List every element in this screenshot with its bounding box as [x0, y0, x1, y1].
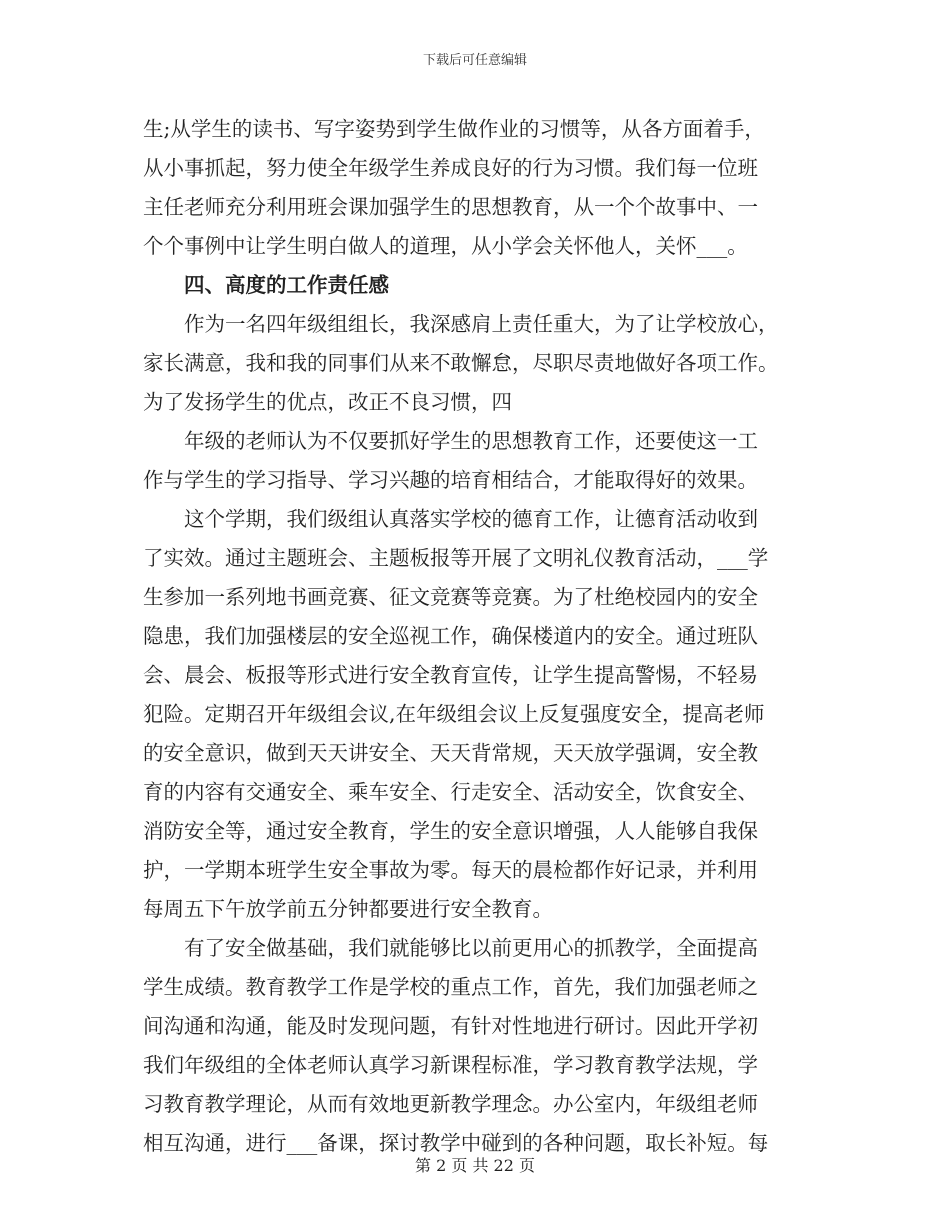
body-line: 犯险。定期召开年级组会议,在年级组会议上反复强度安全，提高老师: [143, 702, 765, 726]
body-line: 我们年级组的全体老师认真学习新课程标准，学习教育教学法规，学: [143, 1053, 758, 1077]
body-line: 作为一名四年级组组长，我深感肩上责任重大，为了让学校放心，: [184, 312, 779, 336]
body-line: 个个事例中让学生明白做人的道理，从小学会关怀他人，关怀___。: [143, 234, 748, 258]
section-heading: 四、高度的工作责任感: [184, 273, 389, 297]
body-line: 相互沟通，进行___备课，探讨教学中碰到的各种问题，取长补短。每: [143, 1131, 769, 1155]
body-line: 这个学期，我们级组认真落实学校的德育工作，让德育活动收到: [184, 507, 758, 531]
body-line: 为了发扬学生的优点，改正不良习惯，四: [143, 390, 512, 414]
body-line: 从小事抓起，努力使全年级学生养成良好的行为习惯。我们每一位班: [143, 156, 758, 180]
body-line: 生参加一系列地书画竞赛、征文竞赛等竞赛。为了杜绝校园内的安全: [143, 585, 758, 609]
body-line: 作与学生的学习指导、学习兴趣的培育相结合，才能取得好的效果。: [143, 468, 758, 492]
body-line: 隐患，我们加强楼层的安全巡视工作，确保楼道内的安全。通过班队: [143, 624, 758, 648]
page-header-note: 下载后可任意编辑: [422, 53, 527, 68]
body-line: 习教育教学理论，从而有效地更新教学理念。办公室内，年级组老师: [143, 1092, 758, 1116]
body-line: 生;从学生的读书、写字姿势到学生做作业的习惯等，从各方面着手，: [143, 117, 765, 141]
body-line: 每周五下午放学前五分钟都要进行安全教育。: [143, 897, 553, 921]
page-number: 第 2 页 共 22 页: [415, 1156, 535, 1175]
body-line: 家长满意，我和我的同事们从来不敢懈怠，尽职尽责地做好各项工作。: [143, 351, 779, 375]
body-line: 育的内容有交通安全、乘车安全、行走安全、活动安全，饮食安全、: [143, 780, 758, 804]
body-line: 消防安全等，通过安全教育，学生的安全意识增强，人人能够自我保: [143, 819, 758, 843]
body-line: 的安全意识，做到天天讲安全、天天背常规，天天放学强调，安全教: [143, 741, 758, 765]
body-line: 有了安全做基础，我们就能够比以前更用心的抓教学，全面提高: [184, 936, 758, 960]
body-line: 会、晨会、板报等形式进行安全教育宣传，让学生提高警惕，不轻易: [143, 663, 758, 687]
document-body: [143, 110, 808, 1163]
body-line: 学生成绩。教育教学工作是学校的重点工作，首先，我们加强老师之: [143, 975, 758, 999]
body-line: 护，一学期本班学生安全事故为零。每天的晨检都作好记录，并利用: [143, 858, 758, 882]
body-line: 主任老师充分利用班会课加强学生的思想教育，从一个个故事中、一: [143, 195, 758, 219]
body-line: 了实效。通过主题班会、主题板报等开展了文明礼仪教育活动，___学: [143, 546, 769, 570]
body-line: 间沟通和沟通，能及时发现问题，有针对性地进行研讨。因此开学初: [143, 1014, 758, 1038]
body-line: 年级的老师认为不仅要抓好学生的思想教育工作，还要使这一工: [184, 429, 758, 453]
